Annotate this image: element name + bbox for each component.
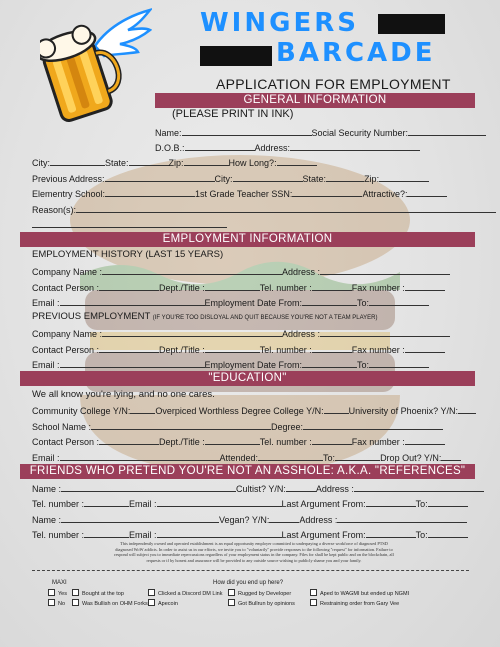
label-degree: Degree:: [271, 422, 304, 432]
employment-history-title: EMPLOYMENT HISTORY (LAST 15 YEARS): [32, 249, 224, 260]
company-2-field[interactable]: [102, 327, 282, 337]
attractive-field[interactable]: [407, 187, 447, 197]
dob-field[interactable]: [185, 141, 255, 151]
section-education-header: "EDUCATION": [20, 371, 475, 386]
label-tel-2: Tel. number :: [259, 345, 312, 355]
ref-address-field[interactable]: [354, 482, 484, 492]
label-address: Address:: [254, 143, 291, 153]
brand-wingers: WINGERS: [200, 8, 359, 38]
label-edu-to: To:: [323, 453, 336, 463]
reasons-field[interactable]: [76, 203, 496, 213]
checkbox-wagmi[interactable]: [310, 589, 409, 598]
contact-field[interactable]: [99, 281, 159, 291]
label-cultist: Cultist? Y/N:: [236, 484, 286, 494]
page-title: APPLICATION FOR EMPLOYMENT: [216, 76, 451, 92]
cultist-field[interactable]: [286, 482, 316, 492]
contact-2-field[interactable]: [99, 343, 159, 353]
label-ref-name: Name :: [32, 484, 62, 494]
label-ref-to-2: To:: [415, 530, 428, 540]
city2-field[interactable]: [233, 172, 303, 182]
ref-name-2-field[interactable]: [61, 513, 219, 523]
label-fax: Fax number :: [351, 283, 405, 293]
checkbox-bullrun[interactable]: [228, 599, 295, 608]
row-ref-tel-2: [32, 528, 468, 541]
checkbox-apecoin[interactable]: [148, 599, 178, 608]
last-argument-field[interactable]: [366, 497, 416, 507]
label-ref-email: Email :: [129, 499, 157, 509]
checkbox-label: Restraining order from Gary Vee: [320, 601, 400, 607]
email-field[interactable]: [60, 296, 205, 306]
dept-2-field[interactable]: [205, 343, 260, 353]
emp-address-field[interactable]: [320, 265, 450, 275]
label-ref-tel-2: Tel. number :: [32, 530, 85, 540]
label-edu-contact: Contact Person :: [32, 437, 100, 447]
checkbox-label: No: [58, 601, 66, 607]
phoenix-field[interactable]: [458, 404, 476, 414]
ref-email-2-field[interactable]: [157, 528, 282, 538]
date-from-field[interactable]: [302, 296, 357, 306]
label-dropout: Drop Out? Y/N:: [380, 453, 442, 463]
label-last-argument-2: Last Argument From:: [281, 530, 366, 540]
checkbox-gary-vee[interactable]: [310, 599, 399, 608]
label-email-2: Email :: [32, 360, 60, 370]
label-ssn: Social Security Number:: [311, 128, 409, 138]
label-ref-email-2: Email :: [129, 530, 157, 540]
attended-field[interactable]: [258, 451, 323, 461]
emp-address-2-field[interactable]: [320, 327, 450, 337]
checkbox-maxi-yes[interactable]: [48, 589, 67, 598]
ref-name-field[interactable]: [61, 482, 236, 492]
cc-field[interactable]: [130, 404, 155, 414]
company-field[interactable]: [102, 265, 282, 275]
row-city: [32, 156, 317, 169]
label-reasons: Reason(s):: [32, 205, 77, 215]
state2-field[interactable]: [326, 172, 364, 182]
label-ref-to: To:: [415, 499, 428, 509]
degree-field[interactable]: [303, 420, 443, 430]
print-note: (PLEASE PRINT IN INK): [172, 108, 294, 120]
previous-address-field[interactable]: [105, 172, 215, 182]
label-date-from-2: Employment Date From:: [204, 360, 303, 370]
row-edu-email: [32, 451, 461, 464]
email-2-field[interactable]: [60, 358, 205, 368]
redaction-bar: [378, 14, 445, 34]
label-phoenix: University of Phoenix? Y/N:: [348, 406, 459, 416]
state-field[interactable]: [129, 156, 169, 166]
edu-tel-field[interactable]: [312, 435, 352, 445]
label-to: To:: [357, 298, 370, 308]
label-previous-address: Previous Address:: [32, 174, 105, 184]
row-contact-2: [32, 343, 445, 356]
checkbox-box[interactable]: [228, 599, 235, 606]
checkbox-maxi-no[interactable]: [48, 599, 65, 608]
label-teacher-ssn: 1st Grade Teacher SSN:: [195, 189, 293, 199]
checkbox-rugged[interactable]: [228, 589, 291, 598]
label-ref-address: Address :: [315, 484, 354, 494]
dropout-field[interactable]: [441, 451, 461, 461]
label-email: Email :: [32, 298, 60, 308]
checkbox-ohm-forks[interactable]: [72, 599, 148, 608]
section-references-header: FRIENDS WHO PRETEND YOU'RE NOT AN ASSHOLE: A.K.A. "REFERENCES": [20, 464, 475, 479]
checkbox-label: Yes: [58, 591, 67, 597]
edu-fax-field[interactable]: [405, 435, 445, 445]
label-vegan: Vegan? Y/N:: [219, 515, 270, 525]
checkbox-box[interactable]: [310, 589, 317, 596]
label-state: State:: [105, 158, 129, 168]
label-school: School Name :: [32, 422, 92, 432]
date-from-2-field[interactable]: [302, 358, 357, 368]
ref-address-2-field[interactable]: [337, 513, 467, 523]
label-city: City:: [32, 158, 50, 168]
label-ref-address-2: Address :: [299, 515, 338, 525]
disclaimer-text: This independently owned and operated establishment is an equal opportunity employer committed to underpaying a diverse workforce of diagnosed PTSD diagnosed WoW addicts. In order to assist us in our efforts, we invite you to "voluntarily" provide responses to the following "request" for information. Failure to respond will subject you to immediate repercussions regardless of your employment status in the company. Files for shall be kept public and on the blockchain, all requests or if by honest and assurance will be provided to any outside source wishing to publicly shame you and your family.: [114, 541, 394, 563]
previous-employment-title: [32, 311, 378, 324]
redaction-bar: [200, 46, 272, 66]
fax-2-field[interactable]: [405, 343, 445, 353]
checkbox-box[interactable]: [72, 599, 79, 606]
checkbox-label: Rugged by Developer: [238, 591, 292, 597]
label-to-2: To:: [357, 360, 370, 370]
row-company-2: [32, 327, 450, 340]
row-ref-name-2: [32, 513, 467, 526]
edu-email-field[interactable]: [60, 451, 220, 461]
zip2-field[interactable]: [379, 172, 429, 182]
checkbox-box[interactable]: [228, 589, 235, 596]
label-cc: Community College Y/N:: [32, 406, 131, 416]
label-dept: Dept./Title :: [159, 283, 205, 293]
label-contact: Contact Person :: [32, 283, 100, 293]
city-field[interactable]: [50, 156, 105, 166]
checkbox-box[interactable]: [72, 589, 79, 596]
zip-field[interactable]: [184, 156, 229, 166]
label-overpriced: Overpiced Worthless Degree College Y/N:: [155, 406, 324, 416]
row-email-2: [32, 358, 429, 371]
row-reasons-2: [32, 218, 227, 231]
section-employment-header: EMPLOYMENT INFORMATION: [20, 232, 475, 247]
checkbox-label: Clicked a Discord DM Link: [158, 591, 223, 597]
label-tel: Tel. number :: [259, 283, 312, 293]
row-college: [32, 404, 476, 417]
maxi-label: MAXI: [52, 580, 67, 586]
edu-contact-field[interactable]: [99, 435, 159, 445]
ref-email-field[interactable]: [157, 497, 282, 507]
checkbox-bought-top[interactable]: [72, 589, 124, 598]
label-previous-employment: PREVIOUS EMPLOYMENT: [32, 311, 151, 322]
fax-field[interactable]: [405, 281, 445, 291]
label-emp-address-2: Address :: [282, 329, 321, 339]
row-company: [32, 265, 450, 278]
label-ref-name-2: Name :: [32, 515, 62, 525]
checkbox-label: Bought at the top: [82, 591, 124, 597]
label-fax-2: Fax number :: [351, 345, 405, 355]
name-field[interactable]: [182, 126, 312, 136]
label-contact-2: Contact Person :: [32, 345, 100, 355]
to-2-field[interactable]: [369, 358, 429, 368]
label-ref-tel: Tel. number :: [32, 499, 85, 509]
ref-tel-2-field[interactable]: [84, 528, 129, 538]
ref-tel-field[interactable]: [84, 497, 129, 507]
overpriced-field[interactable]: [324, 404, 349, 414]
checkbox-label: Aped to WAGMI but ended up NGMI: [320, 591, 410, 597]
label-elementary: Elementry School:: [32, 189, 106, 199]
last-argument-2-field[interactable]: [366, 528, 416, 538]
label-emp-address: Address :: [282, 267, 321, 277]
row-email: [32, 296, 429, 309]
section-general-header: GENERAL INFORMATION: [155, 93, 475, 108]
row-elementary: [32, 187, 447, 200]
ssn-field[interactable]: [408, 126, 486, 136]
how-long-field[interactable]: [277, 156, 317, 166]
how-heard-label: How did you end up here?: [213, 580, 284, 586]
label-company: Company Name :: [32, 267, 103, 277]
checkbox-box[interactable]: [148, 599, 155, 606]
label-how-long: How Long?:: [228, 158, 277, 168]
label-edu-dept: Dept./Title :: [159, 437, 205, 447]
school-field[interactable]: [91, 420, 271, 430]
reasons-field-2[interactable]: [32, 218, 227, 228]
label-attractive: Attractive?:: [362, 189, 408, 199]
checkbox-label: Was Bullish on OHM Forks: [82, 601, 148, 607]
label-edu-fax: Fax number :: [351, 437, 405, 447]
checkbox-box[interactable]: [48, 599, 55, 606]
edu-dept-field[interactable]: [205, 435, 260, 445]
row-ref-name: [32, 482, 484, 495]
label-attended: Attended:: [219, 453, 259, 463]
row-edu-contact: [32, 435, 445, 448]
label-name: Name:: [155, 128, 182, 138]
dept-field[interactable]: [205, 281, 260, 291]
label-city2: City:: [214, 174, 233, 184]
label-edu-tel: Tel. number :: [259, 437, 312, 447]
row-ref-tel: [32, 497, 468, 510]
row-contact: [32, 281, 445, 294]
ref-to-field[interactable]: [428, 497, 468, 507]
vegan-field[interactable]: [269, 513, 299, 523]
label-date-from: Employment Date From:: [204, 298, 303, 308]
label-last-argument: Last Argument From:: [281, 499, 366, 509]
tel-2-field[interactable]: [312, 343, 352, 353]
label-state2: State:: [302, 174, 327, 184]
checkbox-box[interactable]: [310, 599, 317, 606]
label-zip2: Zip:: [364, 174, 380, 184]
checkbox-label: Apecoin: [158, 601, 178, 607]
checkbox-box[interactable]: [148, 589, 155, 596]
checkbox-box[interactable]: [48, 589, 55, 596]
label-edu-email: Email :: [32, 453, 60, 463]
beer-mug-logo-icon: [40, 6, 152, 122]
row-dob: [155, 141, 420, 154]
tel-field[interactable]: [312, 281, 352, 291]
brand-barcade: BARCADE: [276, 38, 436, 68]
row-school: [32, 420, 443, 433]
previous-employment-note: (IF YOU'RE TOO DISLOYAL AND QUIT BECAUSE YOU'RE NOT A TEAM PLAYER): [152, 315, 378, 321]
elementary-field[interactable]: [105, 187, 195, 197]
education-intro: We all know you're lying, and no one cares.: [32, 389, 215, 400]
cut-line-divider: [32, 570, 469, 571]
label-dept-2: Dept./Title :: [159, 345, 205, 355]
to-field[interactable]: [369, 296, 429, 306]
row-previous-address: [32, 172, 429, 185]
label-dob: D.O.B.:: [155, 143, 185, 153]
row-reasons: [32, 203, 496, 216]
ref-to-2-field[interactable]: [428, 528, 468, 538]
label-company-2: Company Name :: [32, 329, 103, 339]
edu-to-field[interactable]: [335, 451, 380, 461]
checkbox-discord-link[interactable]: [148, 589, 223, 598]
label-zip: Zip:: [168, 158, 184, 168]
checkbox-label: Got Bullrun by opinions: [238, 601, 295, 607]
teacher-ssn-field[interactable]: [292, 187, 362, 197]
address-field[interactable]: [290, 141, 420, 151]
row-name: [155, 126, 486, 139]
